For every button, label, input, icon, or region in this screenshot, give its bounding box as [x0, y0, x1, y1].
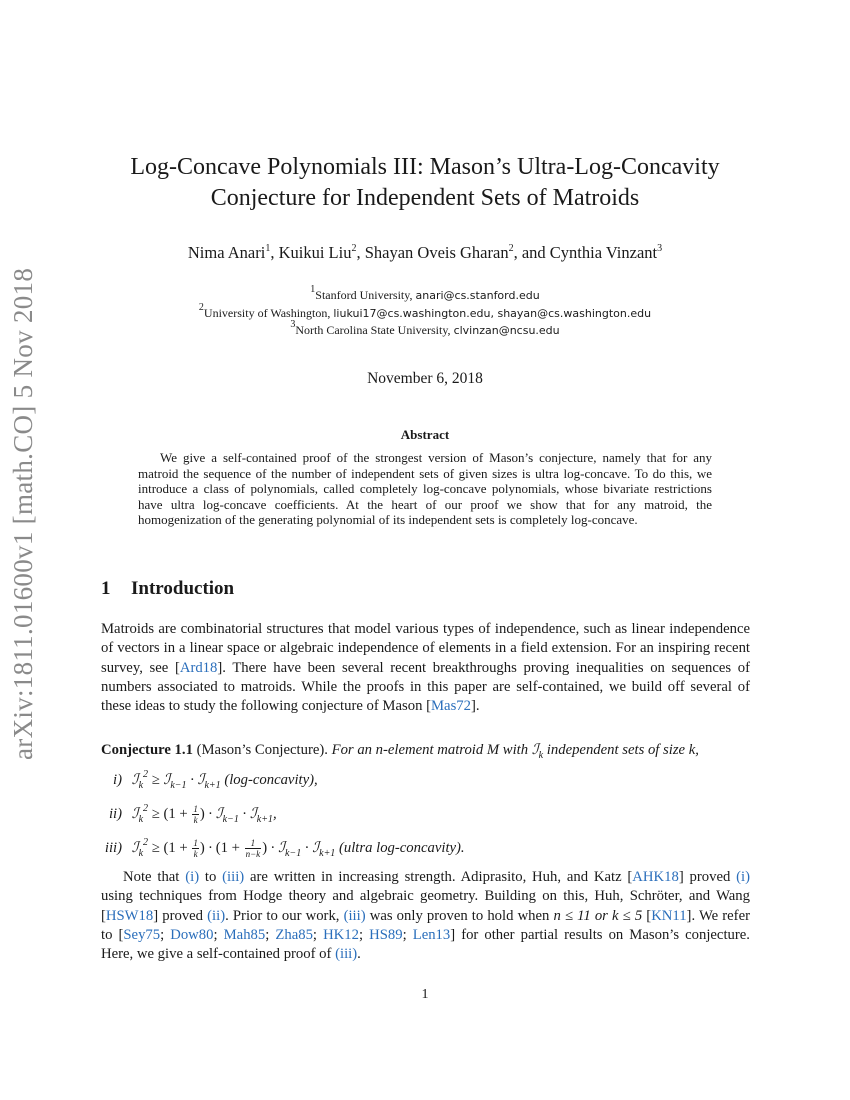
item-note: (ultra log-concavity).	[338, 839, 465, 856]
affil-mark: 1	[310, 284, 316, 295]
citation-link[interactable]: Ard18	[179, 659, 218, 676]
author-separator: ,	[270, 243, 279, 262]
ref-link[interactable]: (i)	[736, 869, 750, 885]
paragraph-text: was only proven to hold when	[365, 907, 554, 924]
affil-institution: North Carolina State University,	[295, 323, 454, 337]
paragraph-text: using techniques from Hodge theory and algebraic geometry. Building on this, Huh, Schröter, and Wang [	[101, 888, 750, 924]
ref-link[interactable]: (ii)	[207, 907, 226, 924]
affil-email[interactable]: liukui17@cs.washington.edu, shayan@cs.washington.edu	[333, 306, 652, 320]
paper-date: November 6, 2018	[367, 370, 483, 387]
body-paragraph: Note that (i) to (iii) are written in increasing strength. Adiprasito, Huh, and Katz [AHK18] proved (i) using techniques from Hodge theory and algebraic geometry. Building on this, Huh, Schröter, and Wang [HSW18] proved (ii). Prior to our work, (iii) was only proven to hold when n ≤ 11 or k ≤ 5 [KN11]. We refer to [Sey75; Dow80; Mah85; Zha85; HK12; HS89; Len13] for other partial results on Mason’s conjecture. Here, we give a self-contained proof of (iii).	[101, 869, 750, 963]
paragraph-text: [	[642, 907, 652, 924]
affil-mark: 2	[351, 243, 357, 254]
ref-link[interactable]: (iii)	[335, 946, 358, 963]
author-separator: ,	[356, 243, 365, 262]
citation-link[interactable]: Mah85	[223, 926, 266, 943]
item-note: (log-concavity),	[224, 772, 318, 788]
abstract-heading: Abstract	[400, 427, 450, 442]
item-label: i)	[113, 772, 122, 788]
item-note: ,	[272, 805, 277, 822]
conjecture-subscript: k	[538, 749, 544, 761]
affil-mark: 3	[290, 319, 296, 330]
intro-paragraph	[101, 620, 750, 716]
citation-link[interactable]: Dow80	[170, 926, 214, 943]
paragraph-text: .	[357, 946, 361, 963]
ref-link[interactable]: (i)	[185, 869, 200, 885]
page-number: 1	[421, 987, 429, 1002]
conjecture-item-ii	[92, 804, 277, 825]
paragraph-text: Matroids are combinatorial structures that model various types of independence, such as linear independence of vectors in a linear space or algebraic independence of elements in a field extension. For an inspiring recent survey, see [	[101, 621, 750, 676]
item-formula: ℐ$_k^2$ ≥ ℐ$_{k-1}$ · ℐ$_{k+1}$	[131, 769, 221, 791]
condition-math: n ≤ 11 or k ≤ 5	[553, 907, 643, 924]
item-formula: ℐ$_k^2$ ≥ (1 + $\frac{1}{k}$ ) · (1 + $\frac{1}{n-k}$ ) · ℐ$_{k-1}$ · ℐ$_{k+1}$	[131, 836, 336, 859]
conjecture-item-i	[92, 771, 318, 791]
citation-link[interactable]: Zha85	[275, 926, 313, 943]
affiliations	[90, 284, 760, 340]
ref-link[interactable]: (iii)	[343, 907, 366, 924]
section-heading	[101, 578, 234, 600]
affil-institution: University of Washington,	[203, 305, 334, 320]
conjecture-text-end: independent sets of size k,	[543, 742, 699, 758]
paper-title	[90, 152, 760, 214]
affil-mark: 1	[265, 243, 271, 254]
item-label: iii)	[104, 839, 122, 856]
citation-link[interactable]: HK12	[323, 926, 359, 943]
author-name: Shayan Oveis Gharan	[364, 243, 509, 262]
ref-link[interactable]: (iii)	[222, 869, 245, 885]
author-name: Nima Anari	[187, 243, 266, 262]
author-separator: , and	[513, 243, 550, 262]
conjecture-text: For an n-element matroid M with ℐ	[327, 742, 539, 758]
title-line-2: Conjecture for Independent Sets of Matroids	[210, 185, 640, 211]
citation-link[interactable]: Mas72	[430, 698, 471, 715]
paragraph-text: Note that	[123, 869, 186, 885]
affiliation	[90, 319, 760, 340]
affil-mark: 2	[508, 243, 514, 254]
section-title: Introduction	[131, 578, 235, 599]
affil-mark: 3	[657, 243, 663, 254]
paragraph-text: . Prior to our work,	[225, 907, 344, 924]
paragraph-text: ] proved	[153, 907, 208, 924]
author-name: Cynthia Vinzant	[549, 243, 658, 262]
affil-email[interactable]: clvinzan@ncsu.edu	[453, 324, 560, 337]
title-line-1: Log-Concave Polynomials III: Mason’s Ultra-Log-Concavity	[130, 154, 720, 180]
paragraph-text: are written in increasing strength. Adiprasito, Huh, and Katz [	[244, 869, 633, 885]
item-label: ii)	[108, 805, 122, 822]
abstract-text: We give a self-contained proof of the strongest version of Mason’s conjecture, namely that for any matroid the sequence of the number of independent sets of given sizes is ultra log-concave. To do this, we introduce a class of polynomials, called completely log-concave polynomials, whose bivariate restrictions have ultra log-concave coefficients. At the heart of our proof we show that for any matroid, the homogenization of the generating polynomial of its independent sets is completely log-concave.	[138, 450, 712, 528]
paragraph-text: ]. We refer to [	[101, 907, 750, 943]
conjecture-name: (Mason’s Conjecture).	[192, 742, 328, 758]
conjecture-statement	[101, 741, 750, 761]
author-name: Kuikui Liu	[278, 243, 352, 262]
citation-link[interactable]: HSW18	[105, 907, 154, 924]
conjecture-label: Conjecture 1.1	[101, 742, 193, 758]
affil-email[interactable]: anari@cs.stanford.edu	[415, 289, 540, 302]
citation-link[interactable]: Sey75	[123, 926, 161, 943]
citation-link[interactable]: HS89	[369, 926, 403, 943]
affil-institution: Stanford University,	[315, 288, 416, 302]
paragraph-text: to	[199, 869, 223, 885]
paragraph-text: ]. There have been several recent breakthroughs proving inequalities on sequences of numbers associated to matroids. While the proofs in this paper are self-contained, we build off several of these ideas to study the following conjecture of Mason [	[101, 659, 750, 715]
citation-link[interactable]: AHK18	[632, 869, 679, 885]
citation-link[interactable]: KN11	[651, 907, 687, 924]
arxiv-stamp[interactable]: arXiv:1811.01600v1 [math.CO] 5 Nov 2018	[8, 267, 38, 760]
citation-link[interactable]: Len13	[412, 926, 451, 943]
paragraph-text: ].	[470, 698, 480, 715]
author-list	[90, 243, 760, 263]
paragraph-text: ] proved	[678, 869, 737, 885]
affiliation	[90, 301, 760, 323]
paragraph-text: ] for other partial results on Mason’s conjecture. Here, we give a self-contained proof of	[101, 926, 750, 963]
item-formula: ℐ$_k^2$ ≥ (1 + $\frac{1}{k}$ ) · ℐ$_{k-1}$ · ℐ$_{k+1}$	[131, 802, 273, 825]
affil-mark: 2	[198, 301, 204, 313]
conjecture-item-iii	[92, 838, 465, 859]
affiliation	[90, 284, 760, 305]
section-number: 1	[101, 578, 111, 599]
